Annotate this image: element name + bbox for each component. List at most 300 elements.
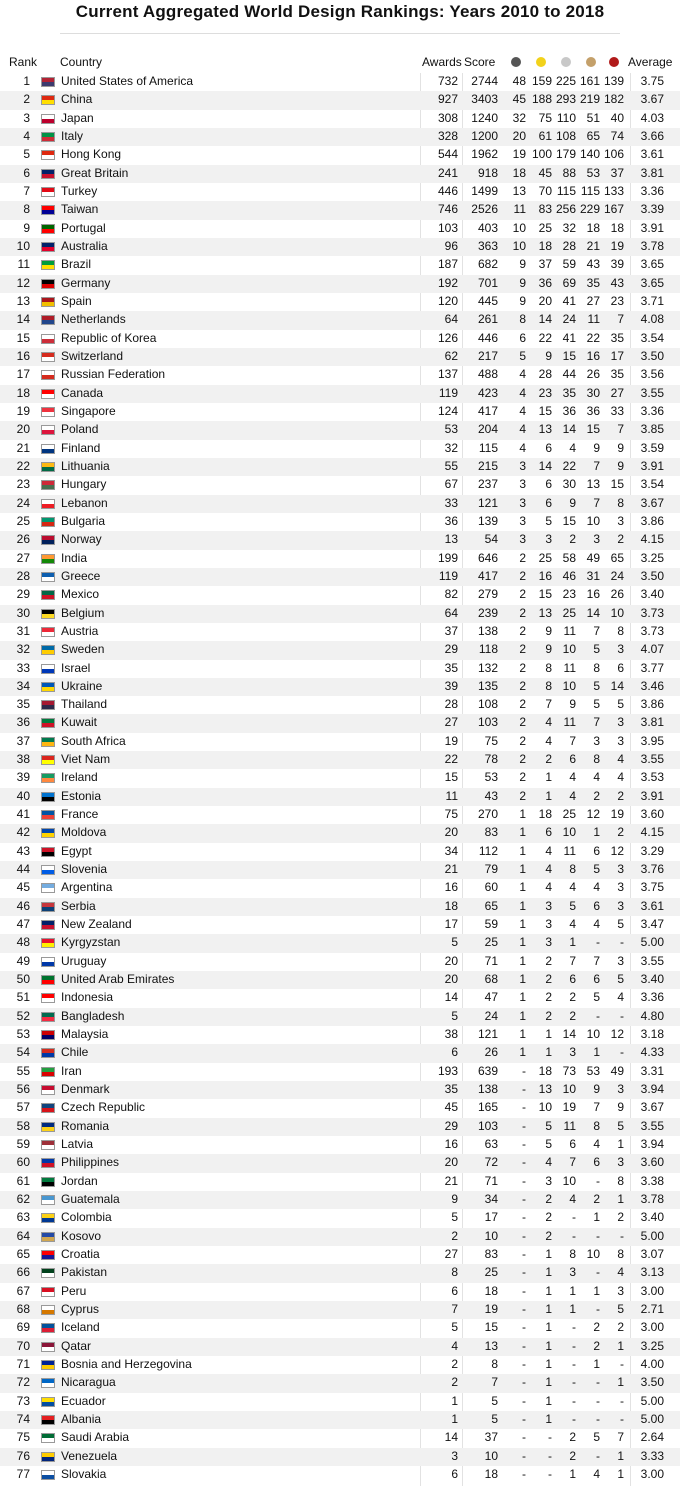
medal-1-cell: 8 — [519, 312, 526, 327]
medal-4-cell: 229 — [579, 202, 600, 217]
score-cell: 239 — [477, 605, 498, 620]
medal-1-cell: - — [522, 1082, 526, 1097]
medal-5-cell: 4 — [617, 990, 624, 1005]
average-cell: 3.75 — [640, 880, 664, 895]
average-cell: 3.36 — [640, 183, 664, 198]
medal-2-cell: 16 — [538, 568, 552, 583]
awards-cell: 20 — [444, 972, 458, 987]
medal-4-cell: 7 — [593, 715, 600, 730]
score-cell: 446 — [477, 330, 498, 345]
score-cell: 71 — [484, 953, 498, 968]
table-row — [0, 146, 680, 164]
awards-cell: 55 — [444, 458, 458, 473]
medal-1-cell: - — [522, 1192, 526, 1207]
score-cell: 423 — [477, 385, 498, 400]
average-cell: 3.71 — [640, 293, 664, 308]
medal-4-cell: - — [596, 1411, 600, 1426]
medal-1-cell: 18 — [512, 165, 526, 180]
medal-2-cell: 14 — [538, 312, 552, 327]
table-row — [0, 989, 680, 1007]
table-row — [0, 843, 680, 861]
flag-icon — [41, 1048, 55, 1058]
table-row — [0, 714, 680, 732]
table-row — [0, 879, 680, 897]
rank-cell: 30 — [16, 605, 30, 620]
medal-4-cell: 49 — [586, 550, 600, 565]
medal-2-cell: 9 — [545, 348, 552, 363]
medal-3-cell: 2 — [569, 1448, 576, 1463]
medal-1-cell: - — [522, 1137, 526, 1152]
awards-cell: 6 — [451, 1283, 458, 1298]
medal-2-cell: 14 — [538, 458, 552, 473]
medal-5-cell: 4 — [617, 770, 624, 785]
medal-1-cell: 1 — [519, 825, 526, 840]
medal-4-cell: 2 — [593, 1320, 600, 1335]
awards-cell: 5 — [451, 1320, 458, 1335]
rank-cell: 16 — [16, 348, 30, 363]
average-cell: 3.55 — [640, 385, 664, 400]
medal-3-cell: 8 — [569, 1247, 576, 1261]
medal-4-cell: 8 — [593, 1118, 600, 1133]
medal-1-cell: 9 — [519, 293, 526, 308]
medal-3-cell: - — [572, 1375, 576, 1390]
table-row — [0, 1301, 680, 1319]
average-cell: 3.94 — [640, 1082, 664, 1097]
medal-1-cell: - — [522, 1356, 526, 1371]
awards-cell: 28 — [444, 697, 458, 712]
table-row — [0, 1063, 680, 1081]
medal-2-cell: 6 — [545, 440, 552, 455]
rank-cell: 13 — [16, 293, 30, 308]
country-cell: Serbia — [61, 898, 96, 913]
medal-3-cell: 3 — [569, 1265, 576, 1280]
medal-1-cell: - — [522, 1155, 526, 1170]
medal-3-cell: 4 — [569, 1192, 576, 1207]
table-row — [0, 568, 680, 586]
country-cell: Lebanon — [61, 495, 108, 510]
table-row — [0, 366, 680, 384]
medal-2-cell: 4 — [545, 733, 552, 748]
average-cell: 3.67 — [640, 1100, 664, 1115]
country-cell: India — [61, 550, 88, 565]
table-row — [0, 1026, 680, 1044]
country-cell: Hong Kong — [61, 147, 122, 162]
medal-3-cell: 4 — [569, 880, 576, 895]
header-average: Average — [628, 55, 673, 69]
medal-4-cell: - — [596, 1301, 600, 1316]
rank-cell: 1 — [23, 74, 30, 88]
medal-3-cell: 11 — [563, 715, 576, 730]
rank-cell: 76 — [16, 1448, 30, 1463]
flag-icon — [41, 1103, 55, 1113]
rank-cell: 10 — [16, 238, 30, 253]
medal-1-cell: 3 — [519, 513, 526, 528]
score-cell: 115 — [478, 440, 498, 455]
medal-4-cell: 53 — [586, 165, 600, 180]
medal-3-cell: 24 — [562, 312, 576, 327]
score-cell: 270 — [477, 807, 498, 822]
medal-5-cell: 4 — [617, 1265, 624, 1280]
score-cell: 138 — [477, 1082, 498, 1097]
country-cell: Venezuela — [61, 1448, 118, 1463]
rank-cell: 62 — [16, 1192, 30, 1207]
awards-cell: 308 — [437, 110, 458, 125]
flag-icon — [41, 242, 55, 252]
flag-icon — [41, 407, 55, 417]
medal-2-cell: 45 — [538, 165, 552, 180]
average-cell: 3.54 — [640, 477, 664, 492]
awards-cell: 328 — [437, 128, 458, 143]
country-cell: Iran — [61, 1063, 82, 1078]
rank-cell: 77 — [16, 1466, 30, 1481]
medal-1-cell: 3 — [519, 477, 526, 492]
average-cell: 3.60 — [640, 807, 664, 822]
average-cell: 5.00 — [640, 1393, 664, 1408]
medal-1-cell: 9 — [519, 257, 526, 272]
medal-5-cell: 43 — [610, 275, 624, 290]
country-cell: Saudi Arabia — [61, 1430, 130, 1445]
medal-5-cell: 3 — [617, 880, 624, 895]
medal-4-cell: 4 — [593, 1137, 600, 1152]
medal-1-cell: 19 — [512, 147, 526, 162]
average-cell: 3.13 — [640, 1265, 664, 1280]
medal-5-cell: 1 — [617, 1137, 624, 1152]
awards-cell: 192 — [437, 275, 458, 290]
average-cell: 3.36 — [640, 990, 664, 1005]
awards-cell: 64 — [444, 312, 458, 327]
medal-1-cell: 4 — [519, 440, 526, 455]
rank-cell: 72 — [16, 1375, 30, 1390]
medal-5-cell: 6 — [617, 660, 624, 675]
medal-4-cell: - — [596, 1008, 600, 1023]
average-cell: 4.08 — [640, 312, 664, 327]
medal-5-icon — [609, 57, 619, 67]
average-cell: 3.07 — [640, 1247, 664, 1261]
medal-3-cell: 2 — [569, 1430, 576, 1445]
medal-3-cell: 7 — [569, 953, 576, 968]
medal-2-cell: 8 — [545, 660, 552, 675]
awards-cell: 34 — [444, 843, 458, 858]
average-cell: 3.38 — [640, 1173, 664, 1188]
medal-2-icon — [536, 57, 546, 67]
medal-3-cell: - — [572, 1338, 576, 1353]
medal-4-cell: 5 — [593, 642, 600, 657]
rank-cell: 74 — [16, 1411, 30, 1426]
medal-5-cell: 1 — [617, 1192, 624, 1207]
medal-2-cell: 83 — [538, 202, 552, 217]
medal-2-cell: 1 — [545, 1265, 552, 1280]
table-row — [0, 824, 680, 842]
table-row — [0, 476, 680, 494]
country-cell: Chile — [61, 1045, 89, 1060]
medal-2-cell: 2 — [545, 990, 552, 1005]
medal-3-cell: 6 — [569, 972, 576, 987]
medal-2-cell: 1 — [545, 1045, 552, 1060]
score-cell: 18 — [484, 1283, 498, 1298]
flag-icon — [41, 1287, 55, 1297]
medal-2-cell: 70 — [538, 183, 552, 198]
score-cell: 79 — [484, 862, 498, 877]
rank-cell: 66 — [16, 1265, 30, 1280]
score-cell: 103 — [477, 1118, 498, 1133]
average-cell: 4.00 — [640, 1356, 664, 1371]
average-cell: 3.47 — [640, 917, 664, 932]
medal-2-cell: 13 — [538, 1082, 552, 1097]
medal-4-cell: 10 — [586, 1027, 600, 1042]
medal-2-cell: - — [548, 1430, 552, 1445]
medal-5-cell: 133 — [603, 183, 624, 198]
average-cell: 3.46 — [640, 678, 664, 693]
medal-4-cell: 1 — [593, 1210, 600, 1225]
awards-cell: 64 — [444, 605, 458, 620]
country-cell: Great Britain — [61, 165, 129, 180]
medal-5-cell: 12 — [610, 843, 624, 858]
score-cell: 43 — [484, 788, 498, 803]
average-cell: 3.91 — [640, 220, 664, 235]
medal-3-cell: 7 — [569, 1155, 576, 1170]
average-cell: 3.55 — [640, 752, 664, 767]
country-cell: Colombia — [61, 1210, 112, 1225]
average-cell: 3.73 — [640, 623, 664, 638]
score-cell: 25 — [484, 1265, 498, 1280]
table-row — [0, 1008, 680, 1026]
country-cell: Thailand — [61, 697, 108, 712]
table-row — [0, 1209, 680, 1227]
medal-2-cell: 2 — [545, 752, 552, 767]
header-country: Country — [60, 55, 103, 69]
rank-cell: 9 — [23, 220, 30, 235]
country-cell: Moldova — [61, 825, 107, 840]
medal-5-cell: 3 — [617, 715, 624, 730]
average-cell: 3.78 — [640, 1192, 664, 1207]
page-title: Current Aggregated World Design Rankings: Years 2010 to 2018 — [75, 2, 605, 21]
country-cell: Lithuania — [61, 458, 110, 473]
score-cell: 37 — [484, 1430, 498, 1445]
medal-2-cell: 5 — [545, 513, 552, 528]
flag-icon — [41, 993, 55, 1003]
rank-cell: 34 — [16, 678, 30, 693]
awards-cell: 16 — [444, 880, 458, 895]
score-cell: 47 — [484, 990, 498, 1005]
country-cell: Russian Federation — [61, 367, 166, 382]
medal-5-cell: 4 — [617, 752, 624, 767]
medal-5-cell: 2 — [617, 788, 624, 803]
medal-3-cell: 69 — [562, 275, 576, 290]
flag-icon — [41, 773, 55, 783]
medal-3-icon — [561, 57, 571, 67]
medal-4-cell: 18 — [586, 220, 600, 235]
awards-cell: 2 — [451, 1356, 458, 1371]
table-row — [0, 898, 680, 916]
medal-3-cell: - — [572, 1320, 576, 1335]
score-cell: 682 — [477, 257, 498, 272]
awards-cell: 187 — [437, 257, 458, 272]
medal-4-cell: 1 — [593, 1045, 600, 1060]
medal-1-cell: 1 — [519, 917, 526, 932]
medal-4-cell: - — [596, 1375, 600, 1390]
table-row — [0, 183, 680, 201]
rank-cell: 26 — [16, 532, 30, 547]
flag-icon — [41, 205, 55, 215]
average-cell: 3.40 — [640, 587, 664, 602]
score-cell: 139 — [477, 513, 498, 528]
medal-1-cell: 1 — [519, 990, 526, 1005]
score-cell: 54 — [484, 532, 498, 547]
rank-cell: 19 — [16, 403, 30, 418]
rank-cell: 33 — [16, 660, 30, 675]
average-cell: 3.81 — [640, 165, 664, 180]
score-cell: 7 — [491, 1375, 498, 1390]
medal-1-cell: 10 — [512, 238, 526, 253]
country-cell: Nicaragua — [61, 1375, 116, 1390]
rank-cell: 48 — [16, 935, 30, 950]
medal-4-cell: 4 — [593, 917, 600, 932]
medal-5-cell: 3 — [617, 733, 624, 748]
medal-2-cell: 1 — [545, 788, 552, 803]
awards-cell: 120 — [437, 293, 458, 308]
rank-cell: 53 — [16, 1027, 30, 1042]
medal-3-cell: 58 — [562, 550, 576, 565]
flag-icon — [41, 590, 55, 600]
medal-5-cell: 19 — [610, 807, 624, 822]
awards-cell: 5 — [451, 1210, 458, 1225]
country-cell: Greece — [61, 568, 101, 583]
flag-icon — [41, 609, 55, 619]
medal-5-cell: 39 — [610, 257, 624, 272]
medal-3-cell: 23 — [562, 587, 576, 602]
medal-4-cell: 22 — [586, 330, 600, 345]
medal-5-cell: 3 — [617, 1082, 624, 1097]
table-row — [0, 1081, 680, 1099]
score-cell: 8 — [491, 1356, 498, 1371]
awards-cell: 1 — [451, 1393, 458, 1408]
medal-3-cell: 4 — [569, 770, 576, 785]
flag-icon — [41, 187, 55, 197]
awards-cell: 927 — [437, 92, 458, 107]
medal-5-cell: 5 — [617, 1118, 624, 1133]
medal-1-cell: 1 — [519, 862, 526, 877]
medal-3-cell: 41 — [562, 330, 576, 345]
medal-2-cell: 5 — [545, 1118, 552, 1133]
score-cell: 417 — [477, 403, 498, 418]
medal-5-cell: - — [620, 935, 624, 950]
medal-1-cell: - — [522, 1411, 526, 1426]
medal-3-cell: 115 — [556, 183, 576, 198]
table-row — [0, 421, 680, 439]
medal-1-cell: - — [522, 1448, 526, 1463]
rank-cell: 49 — [16, 953, 30, 968]
awards-cell: 39 — [444, 678, 458, 693]
score-cell: 215 — [477, 458, 498, 473]
medal-2-cell: 7 — [545, 697, 552, 712]
awards-cell: 29 — [444, 642, 458, 657]
score-cell: 34 — [484, 1192, 498, 1207]
rank-cell: 64 — [16, 1228, 30, 1243]
medal-3-cell: 179 — [555, 147, 576, 162]
table-row — [0, 348, 680, 366]
medal-5-cell: 49 — [610, 1063, 624, 1078]
medal-2-cell: 2 — [545, 953, 552, 968]
medal-2-cell: 23 — [538, 385, 552, 400]
medal-4-cell: 2 — [593, 1338, 600, 1353]
medal-4-cell: 8 — [593, 660, 600, 675]
table-header — [0, 54, 680, 71]
medal-5-cell: 3 — [617, 862, 624, 877]
medal-5-cell: 3 — [617, 953, 624, 968]
table-row — [0, 1429, 680, 1447]
rank-cell: 41 — [16, 807, 30, 822]
medal-5-cell: - — [620, 1008, 624, 1023]
medal-4-cell: - — [596, 1228, 600, 1243]
country-cell: Kosovo — [61, 1228, 102, 1243]
average-cell: 3.50 — [640, 348, 664, 363]
table-row — [0, 440, 680, 458]
rank-cell: 61 — [16, 1173, 30, 1188]
medal-3-cell: 19 — [562, 1100, 576, 1115]
table-row — [0, 1411, 680, 1429]
medal-5-cell: 7 — [617, 312, 624, 327]
awards-cell: 37 — [444, 623, 458, 638]
medal-2-cell: - — [548, 1466, 552, 1481]
flag-icon — [41, 1232, 55, 1242]
medal-2-cell: 75 — [538, 110, 552, 125]
medal-5-cell: 167 — [603, 202, 624, 217]
medal-3-cell: 6 — [569, 752, 576, 767]
awards-cell: 732 — [437, 74, 458, 88]
rank-cell: 58 — [16, 1118, 30, 1133]
flag-icon — [41, 132, 55, 142]
medal-4-cell: 5 — [593, 990, 600, 1005]
flag-icon — [41, 554, 55, 564]
score-cell: 135 — [477, 678, 498, 693]
rank-cell: 6 — [23, 165, 30, 180]
score-cell: 18 — [484, 1466, 498, 1481]
medal-5-cell: 15 — [610, 477, 624, 492]
table-row — [0, 531, 680, 549]
medal-1-cell: 2 — [519, 642, 526, 657]
medal-4-cell: - — [596, 1173, 600, 1188]
medal-3-cell: 88 — [562, 165, 576, 180]
country-cell: Slovakia — [61, 1466, 107, 1481]
awards-cell: 21 — [444, 862, 458, 877]
awards-cell: 9 — [451, 1192, 458, 1207]
medal-2-cell: 18 — [538, 807, 552, 822]
medal-2-cell: 6 — [545, 477, 552, 492]
awards-cell: 124 — [437, 403, 458, 418]
medal-3-cell: 11 — [563, 660, 576, 675]
country-cell: Cyprus — [61, 1301, 100, 1316]
table-row — [0, 623, 680, 641]
score-cell: 204 — [477, 422, 498, 437]
awards-cell: 193 — [437, 1063, 458, 1078]
medal-3-cell: 1 — [569, 935, 576, 950]
medal-1-cell: 11 — [513, 202, 526, 217]
score-cell: 1962 — [471, 147, 498, 162]
rank-cell: 8 — [23, 202, 30, 217]
medal-4-cell: 16 — [586, 587, 600, 602]
medal-1-cell: 13 — [512, 183, 526, 198]
flag-icon — [41, 334, 55, 344]
header-rank: Rank — [9, 55, 38, 69]
medal-5-cell: 26 — [610, 587, 624, 602]
flag-icon — [41, 810, 55, 820]
rank-cell: 40 — [16, 788, 30, 803]
medal-1-cell: 1 — [519, 843, 526, 858]
score-cell: 1200 — [471, 128, 498, 143]
score-cell: 59 — [484, 917, 498, 932]
medal-1-cell: 3 — [519, 458, 526, 473]
table-row — [0, 1191, 680, 1209]
